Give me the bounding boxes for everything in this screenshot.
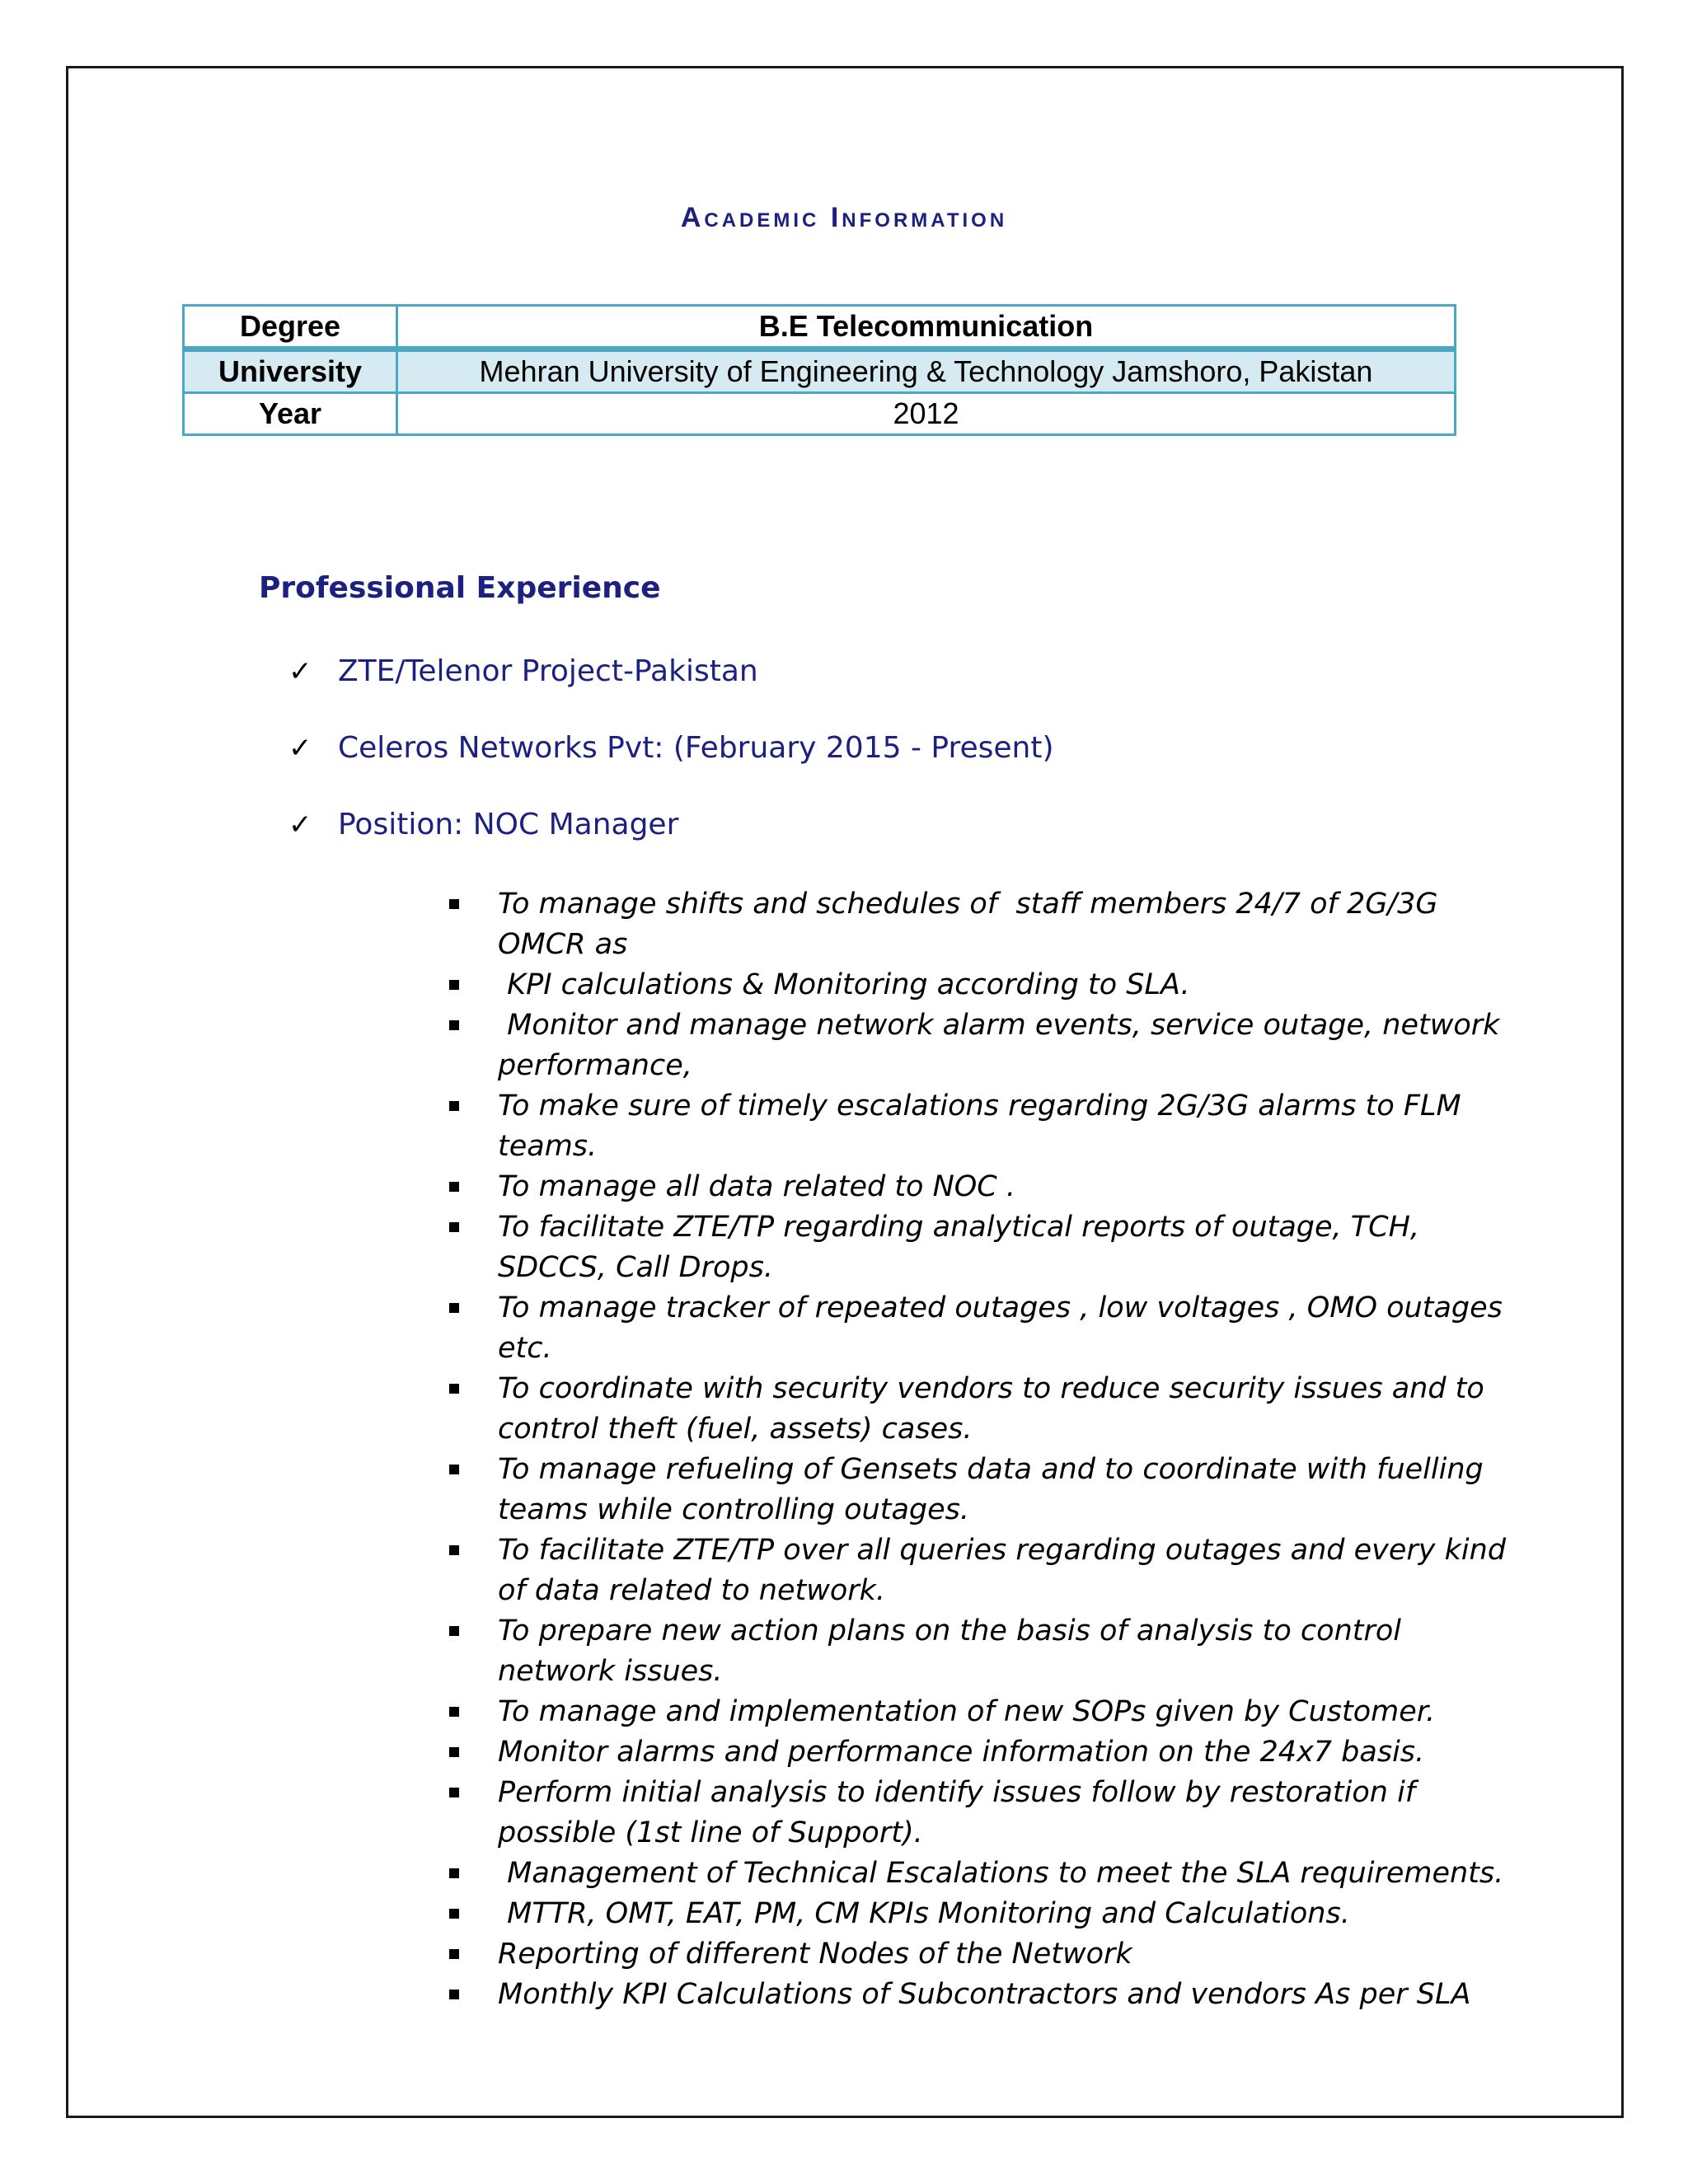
list-item bbox=[445, 1450, 1517, 1530]
square-bullet-icon bbox=[445, 1167, 498, 1207]
duty-text: To manage all data related to NOC . bbox=[498, 1170, 1016, 1203]
table-row-university bbox=[184, 349, 1456, 393]
list-item bbox=[445, 1732, 1517, 1773]
duty-text: Monitor alarms and performance information on the 24x7 basis. bbox=[498, 1736, 1425, 1769]
duty-text: To manage shifts and schedules of staff members 24/7 of 2G/3G OMCR as bbox=[498, 888, 1447, 961]
professional-experience-heading: Professional Experience bbox=[259, 571, 661, 605]
duty-text: Reporting of different Nodes of the Network bbox=[498, 1938, 1132, 1971]
list-item bbox=[445, 1854, 1517, 1894]
duty-text: To manage refueling of Gensets data and to coordinate with fuelling teams while controlling outages. bbox=[498, 1453, 1493, 1526]
university-value: Mehran University of Engineering & Technology Jamshoro, Pakistan bbox=[397, 349, 1456, 393]
list-item bbox=[445, 1773, 1517, 1854]
table-row-degree bbox=[184, 306, 1456, 349]
square-bullet-icon bbox=[445, 1369, 498, 1409]
square-bullet-icon bbox=[445, 1854, 498, 1894]
duty-text: Perform initial analysis to identify issues follow by restoration if possible (1st line of Support). bbox=[498, 1776, 1425, 1849]
list-item bbox=[445, 1086, 1517, 1167]
square-bullet-icon bbox=[445, 1086, 498, 1127]
duty-text: Monitor and manage network alarm events, service outage, network performance, bbox=[498, 1009, 1509, 1082]
year-label: Year bbox=[184, 393, 397, 435]
checkmark-icon: ✓ bbox=[288, 655, 312, 688]
square-bullet-icon bbox=[445, 1005, 498, 1046]
academic-table bbox=[182, 304, 1456, 436]
square-bullet-icon bbox=[445, 884, 498, 925]
list-item bbox=[445, 965, 1517, 1005]
square-bullet-icon bbox=[445, 1773, 498, 1813]
list-item bbox=[445, 1611, 1517, 1692]
square-bullet-icon bbox=[445, 1975, 498, 2015]
list-item bbox=[445, 1207, 1517, 1288]
list-item bbox=[445, 1369, 1517, 1450]
square-bullet-icon bbox=[445, 1207, 498, 1248]
square-bullet-icon bbox=[445, 1732, 498, 1773]
duty-text: To manage and implementation of new SOPs given by Customer. bbox=[498, 1695, 1436, 1728]
list-item bbox=[445, 1975, 1517, 2015]
highlight-text: Celeros Networks Pvt: (February 2015 - Present) bbox=[338, 731, 1054, 765]
duty-text: To prepare new action plans on the basis of analysis to control network issues. bbox=[498, 1615, 1411, 1688]
square-bullet-icon bbox=[445, 1894, 498, 1934]
academic-information-heading: Academic Information bbox=[680, 202, 1008, 233]
highlight-text: Position: NOC Manager bbox=[338, 808, 679, 841]
list-item bbox=[445, 1530, 1517, 1611]
duty-text: MTTR, OMT, EAT, PM, CM KPIs Monitoring and Calculations. bbox=[498, 1897, 1350, 1930]
duties-list bbox=[445, 884, 1517, 2015]
list-item bbox=[445, 1934, 1517, 1975]
list-item bbox=[445, 884, 1517, 965]
checkmark-icon: ✓ bbox=[288, 732, 312, 765]
highlight-text: ZTE/Telenor Project-Pakistan bbox=[338, 654, 758, 688]
highlight-company bbox=[288, 728, 1054, 804]
duty-text: To manage tracker of repeated outages , low voltages , OMO outages etc. bbox=[498, 1291, 1512, 1365]
square-bullet-icon bbox=[445, 1530, 498, 1571]
degree-value: B.E Telecommunication bbox=[397, 306, 1456, 349]
duty-text: To facilitate ZTE/TP regarding analytical reports of outage, TCH, SDCCS, Call Drops. bbox=[498, 1211, 1429, 1284]
degree-label: Degree bbox=[184, 306, 397, 349]
highlight-project bbox=[288, 651, 1054, 728]
year-value: 2012 bbox=[397, 393, 1456, 435]
duty-text: KPI calculations & Monitoring according to SLA. bbox=[498, 968, 1190, 1001]
duty-text: Management of Technical Escalations to meet the SLA requirements. bbox=[498, 1857, 1504, 1890]
duty-text: To coordinate with security vendors to reduce security issues and to control theft (fuel, assets) cases. bbox=[498, 1372, 1493, 1446]
duty-text: To make sure of timely escalations regarding 2G/3G alarms to FLM teams. bbox=[498, 1090, 1470, 1163]
square-bullet-icon bbox=[445, 1934, 498, 1975]
list-item bbox=[445, 1692, 1517, 1732]
highlight-position bbox=[288, 804, 1054, 881]
square-bullet-icon bbox=[445, 1692, 498, 1732]
list-item bbox=[445, 1005, 1517, 1086]
square-bullet-icon bbox=[445, 1450, 498, 1490]
experience-highlights bbox=[288, 651, 1054, 881]
duty-text: Monthly KPI Calculations of Subcontractors and vendors As per SLA bbox=[498, 1978, 1471, 2011]
checkmark-icon: ✓ bbox=[288, 808, 312, 841]
square-bullet-icon bbox=[445, 1611, 498, 1652]
square-bullet-icon bbox=[445, 965, 498, 1005]
square-bullet-icon bbox=[445, 1288, 498, 1329]
university-label: University bbox=[184, 349, 397, 393]
list-item bbox=[445, 1288, 1517, 1369]
table-row-year bbox=[184, 393, 1456, 435]
duty-text: To facilitate ZTE/TP over all queries regarding outages and every kind of data related to network. bbox=[498, 1534, 1516, 1607]
list-item bbox=[445, 1894, 1517, 1934]
list-item bbox=[445, 1167, 1517, 1207]
